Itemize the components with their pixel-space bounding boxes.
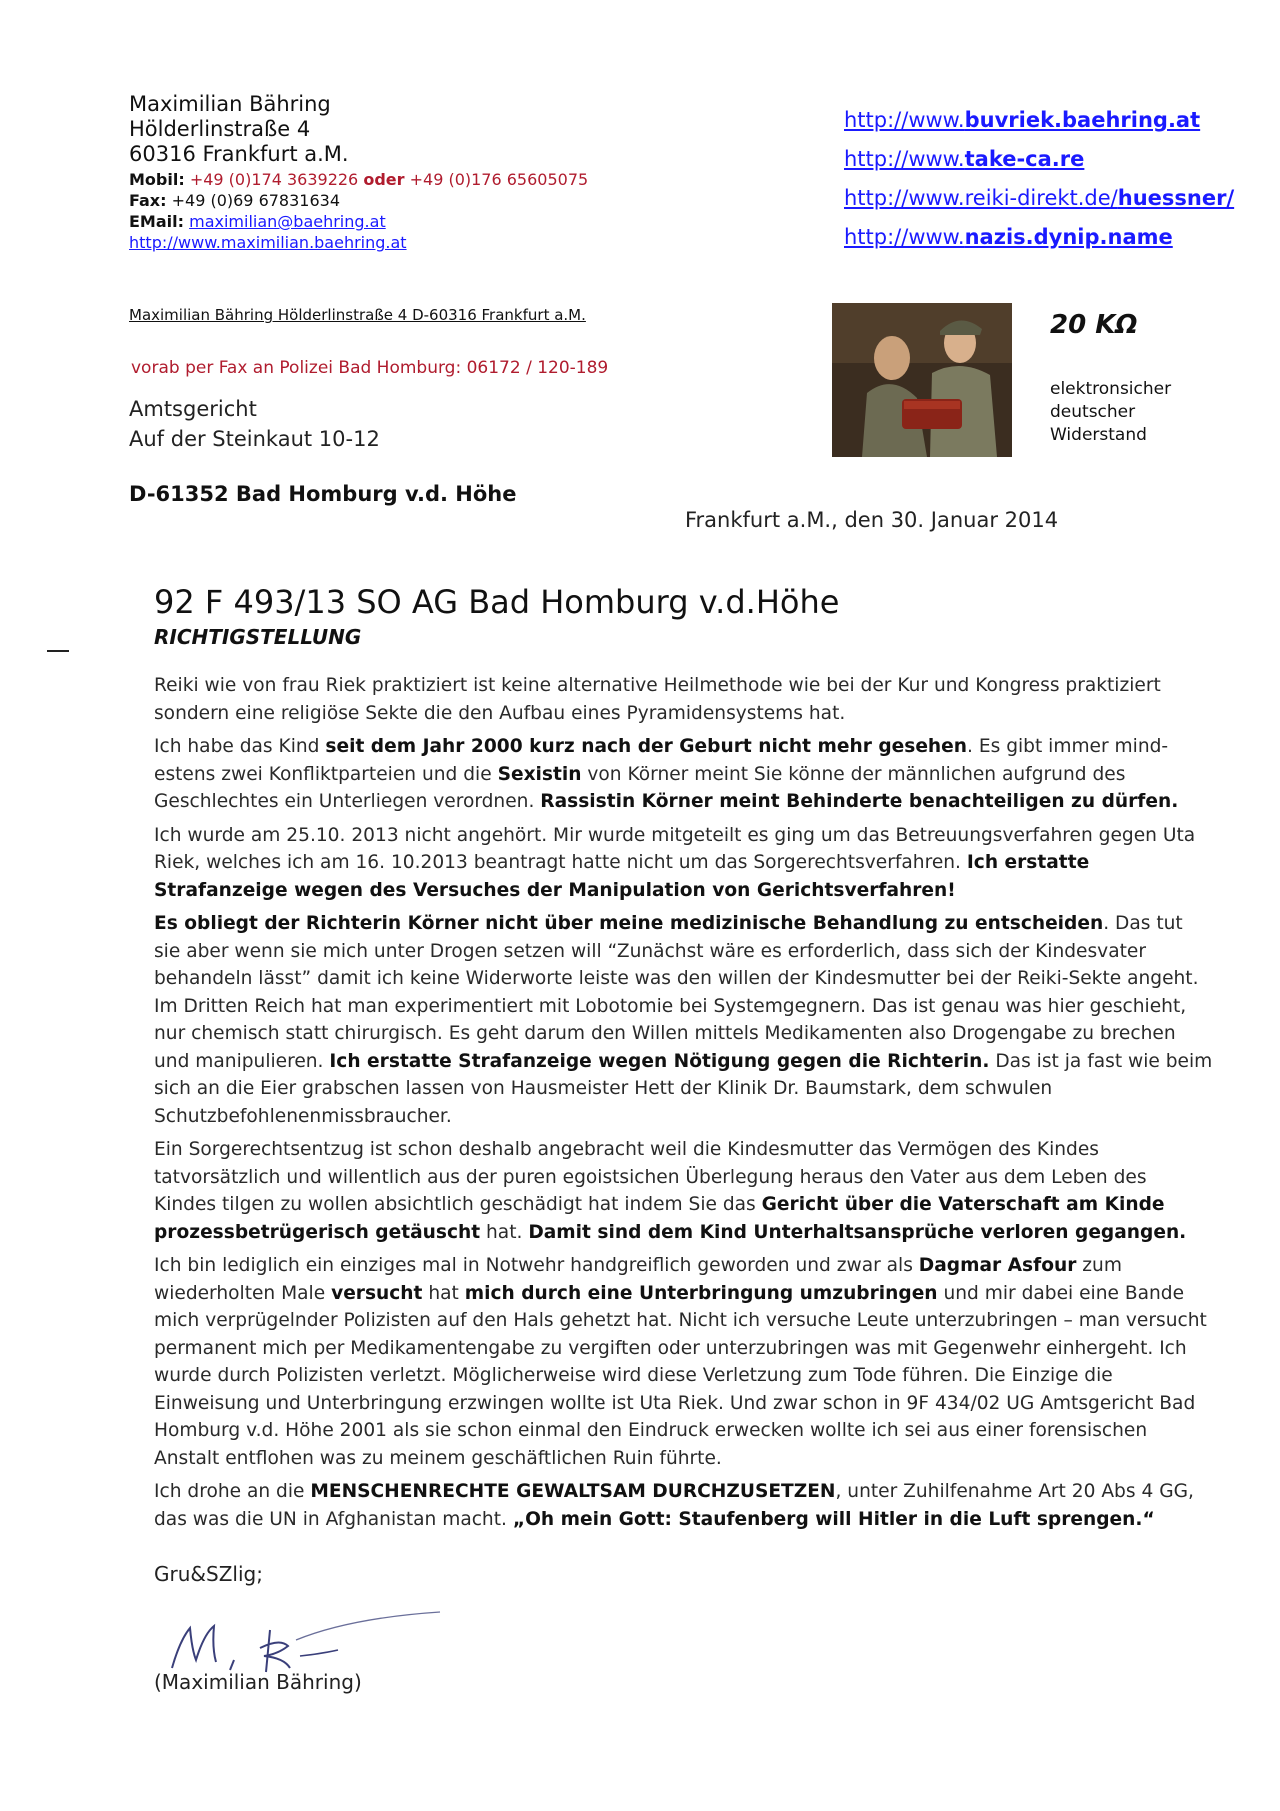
subject-line: RICHTIGSTELLUNG [154,625,362,649]
photo-image [832,303,1012,457]
letter-body [154,672,1214,1539]
sender-mobile: Mobil: +49 (0)174 3639226 oder +49 (0)176 65605075 [129,169,589,189]
sender-city: 60316 Frankfurt a.M. [129,142,349,167]
recipient-address [129,394,380,454]
fold-mark [47,650,69,652]
link-take-ca[interactable]: http://www.take-ca.re [844,147,1085,171]
sender-street: Hölderlinstraße 4 [129,117,311,142]
recipient-city: D-61352 Bad Homburg v.d. Höhe [129,482,517,506]
paragraph-3: Ich wurde am 25.10. 2013 nicht angehört. Mir wurde mitgeteilt es ging um das Betreuungsverfahren gegen Uta Riek, welches ich am 16. 10.2013 beantragt hatte nicht um das Sorgerechtsverfahren. Ich erstatte Strafanzeige wegen des Versuches der Manipulation von Gerichtsverfahren! [154,824,1196,901]
link-item [844,218,1234,257]
link-item [844,140,1234,179]
paragraph-2: Ich habe das Kind seit dem Jahr 2000 kurz nach der Geburt nicht mehr gesehen. Es gibt immer mind-estens zwei Konfliktparteien und die Sexistin von Körner meint Sie könne der männlichen aufgrund des Geschlechtes ein Unterliegen verordnen. Rassistin Körner meint Behinderte benachteiligen zu dürfen. [154,736,1179,812]
link-nazis[interactable]: http://www.nazis.dynip.name [844,225,1173,249]
signature-name: (Maximilian Bähring) [154,1670,362,1694]
recipient-line1: Amtsgericht [129,397,257,421]
sender-name: Maximilian Bähring [129,92,331,116]
sender-fax: Fax: +49 (0)69 67831634 [129,190,341,210]
letter-date: Frankfurt a.M., den 30. Januar 2014 [685,508,1059,532]
link-item [844,179,1234,218]
case-number: 92 F 493/13 SO AG Bad Homburg v.d.Höhe [154,583,840,621]
links-list [844,101,1234,257]
signature-image [150,1590,450,1680]
fax-note: vorab per Fax an Polizei Bad Homburg: 06172 / 120-189 [131,358,609,378]
return-address: Maximilian Bähring Hölderlinstraße 4 D-60316 Frankfurt a.M. [129,306,586,324]
closing-greeting: Gru&SZlig; [154,1562,263,1586]
paragraph-1: Reiki wie von frau Riek praktiziert ist keine alternative Heilmethode wie bei der Kur und Kongress praktiziert sondern eine religiöse Sekte die den Aufbau eines Pyramidensystems hat. [154,675,1161,724]
link-reiki-direkt[interactable]: http://www.reiki-direkt.de/huessner/ [844,186,1235,210]
recipient-line2: Auf der Steinkaut 10-12 [129,427,380,451]
website-link[interactable]: http://www.maximilian.baehring.at [129,233,407,253]
sender-website [129,231,588,254]
paragraph-4: Es obliegt der Richterin Körner nicht über meine medizinische Behandlung zu entscheiden. Das tut sie aber wenn sie mich unter Drogen setzen will “Zunächst wäre es erforderlich, dass sich der Kindesvater behandeln lässt” damit ich keine Widerworte leiste was den willen der Kindesmutter bei der Reiki-Sekte angeht. Im Dritten Reich hat man experimentiert mit Lobotomie bei Systemgegnern. Das ist genau was hier geschieht, nur chemisch statt chirurgisch. Es geht darum den Willen mittels Medikamenten also Drogengabe zu brechen und manipulieren. Ich erstatte Strafanzeige wegen Nötigung gegen die Richterin. Das ist ja fast wie beim sich an die Eier grabschen lassen von Hausmeister Hett der Klinik Dr. Baumstark, dem schwulen Schutzbefohlenenmissbraucher. [154,913,1213,1127]
email-link[interactable]: maximilian@baehring.at [189,211,386,231]
link-item [844,101,1234,140]
paragraph-7: Ich drohe an die MENSCHENRECHTE GEWALTSAM DURCHZUSETZEN, unter Zuhilfenahme Art 20 Abs 4 GG, das was die UN in Afghanistan macht. „Oh mein Gott: Staufenberg will Hitler in die Luft sprengen.“ [154,1481,1194,1530]
link-buvriek[interactable]: http://www.buvriek.baehring.at [844,108,1201,132]
sender-email: EMail: maximilian@baehring.at [129,211,386,231]
paragraph-6: Ich bin lediglich ein einziges mal in Notwehr handgreiflich geworden und zwar als Dagmar Asfour zum wiederholten Male versucht hat mich durch eine Unterbringung umzubringen und mir dabei eine Bande mich verprügelnder Polizisten auf den Hals gehetzt hat. Nicht ich versuche Leute unterzubringen – man versucht permanent mich per Medikamentengabe zu vergiften oder unterzubringen was mit Gegenwehr einhergeht. Ich wurde durch Polizisten verletzt. Möglicherweise wird diese Verletzung zum Tode führen. Die Einzige die Einweisung und Unterbringung erzwingen wollte ist Uta Riek. Und zwar schon in 9F 434/02 UG Amtsgericht Bad Homburg v.d. Höhe 2001 als sie schon einmal den Eindruck erwecken wollte ich sei aus einer forensischen Anstalt entflohen was zu meinem geschäftlichen Ruin führte. [154,1255,1207,1469]
sender-block [129,92,588,254]
resistance-caption: elektronsicher deutscher Widerstand [1050,379,1172,445]
paragraph-5: Ein Sorgerechtsentzug ist schon deshalb angebracht weil die Kindesmutter das Vermögen des Kindes tatvorsätzlich und willentlich aus der puren egoistsichen Überlegung heraus den Vater aus dem Leben des Kindes tilgen zu wollen absichtlich geschädigt hat indem Sie das Gericht über die Vaterschaft am Kinde prozessbetrügerisch getäuscht hat. Damit sind dem Kind Unterhaltsansprüche verloren gegangen. [154,1139,1187,1243]
ohm-badge: 20 KΩ [1050,310,1138,340]
